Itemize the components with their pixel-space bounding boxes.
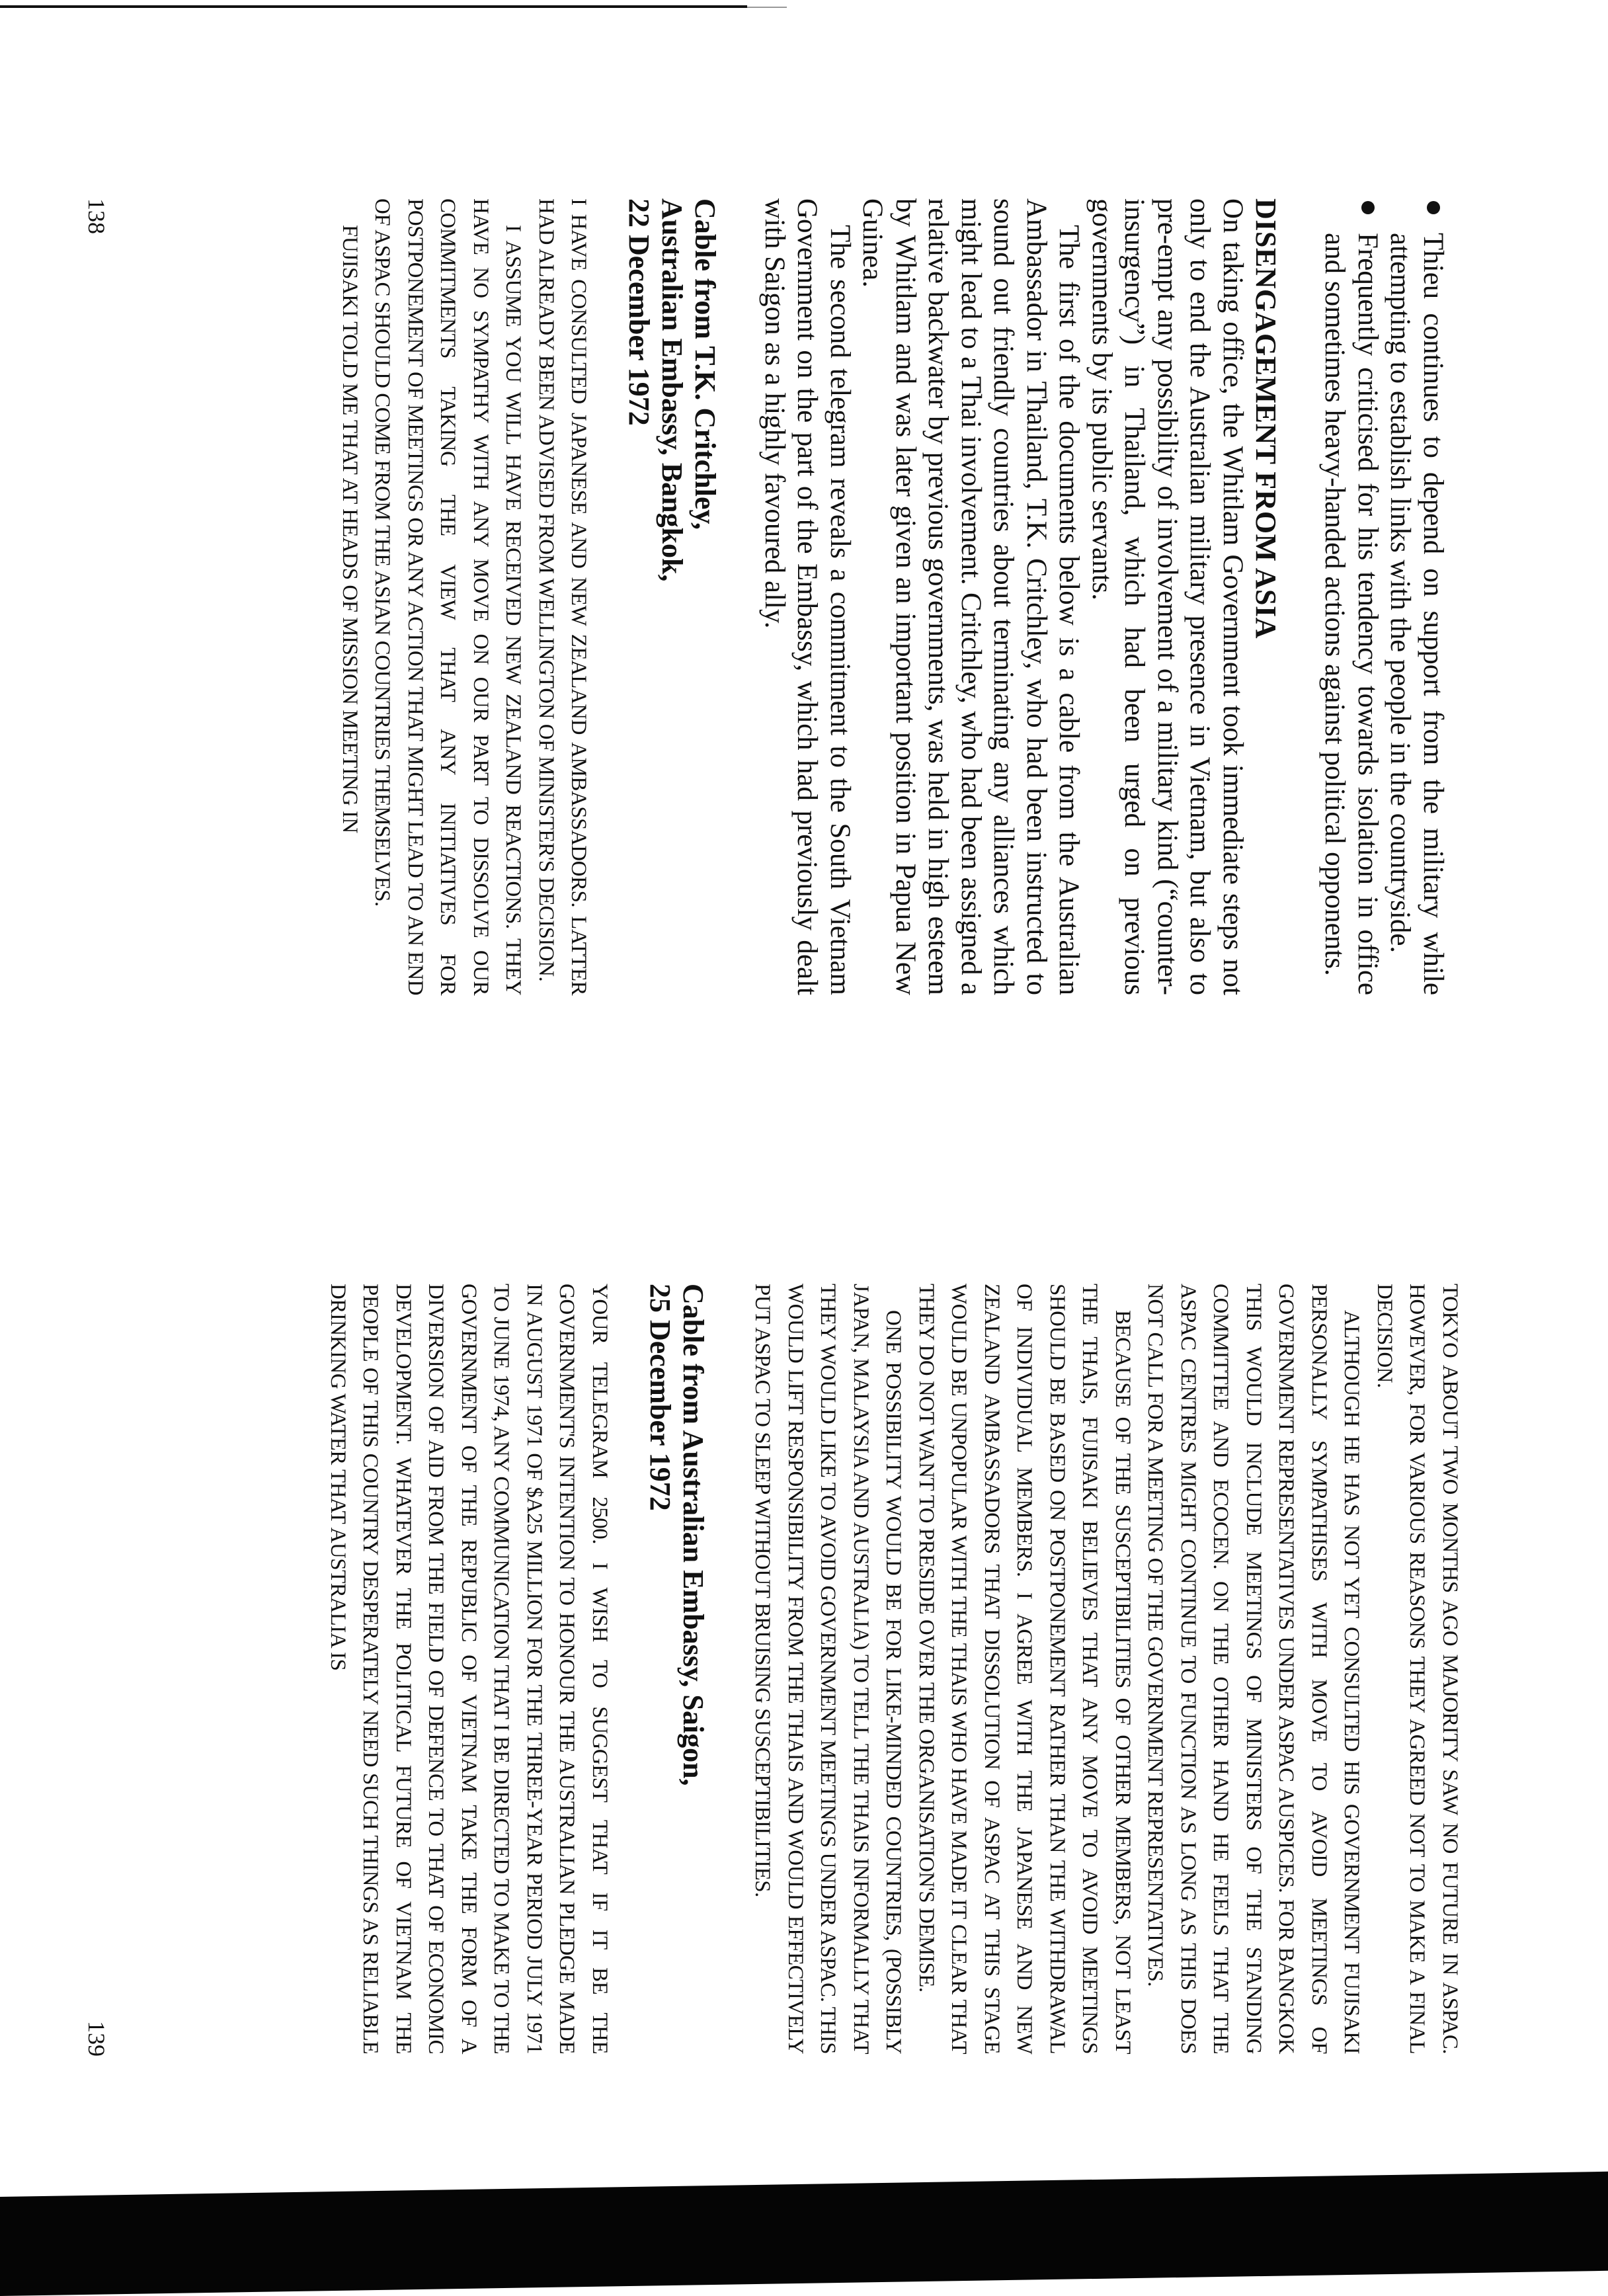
right-page-column [321,1284,1467,2054]
page-number: 139 [83,2021,110,2057]
bullet-item: Thieu continues to depend on support from the military while attempting to establish links with the people in the countryside. [1384,198,1449,995]
cable-paragraph: ONE POSSIBILITY WOULD BE FOR LIKE-MINDED COUNTRIES, (POSSIBLY JAPAN, MALAYSIA AND AUSTRALIA) TO TELL THE THAIS INFORMALLY THAT THEY WOULD LIKE TO AVOID GOVERNMENT MEETINGS UNDER ASPAC. THIS WOULD LIFT RESPONSIBILITY FROM THE THAIS AND WOULD EFFECTIVELY PUT ASPAC TO SLEEP WITHOUT BRUISING SUSCEPTIBILITIES. [750,1284,906,2054]
bullet-icon [1361,201,1375,214]
body-paragraph: On taking office, the Whitlam Government took immediate steps not only to end the Australian military presence in Vietnam, but also to pre-empt any possibility of involvement of a military kind (“counter-insurgency”) in Thailand, which had been urged on previous governments by its public servants. [1086,198,1248,995]
cable-paragraph: ALTHOUGH HE HAS NOT YET CONSULTED HIS GOVERNMENT FUJISAKI PERSONALLY SYMPATHISES WITH MOVE TO AVOID MEETINGS OF GOVERNMENT REPRESENTATIVES UNDER ASPAC AUSPICES. FOR BANGKOK THIS WOULD INCLUDE MEETINGS OF MINISTERS OF THE STANDING COMMITTEE AND ECOCEN. ON THE OTHER HAND HE FEELS THAT THE ASPAC CENTRES MIGHT CONTINUE TO FUNCTION AS LONG AS THIS DOES NOT CALL FOR A MEETING OF THE GOVERNMENT REPRESENTATIVES. [1143,1284,1364,2054]
page-139 [0,1148,1608,2296]
cable-heading-critchley: Cable from T.K. Critchley, Australian Embassy, Bangkok, 22 December 1972 [623,198,722,582]
cable-paragraph: BECAUSE OF THE SUSCEPTIBILITIES OF OTHER MEMBERS, NOT LEAST THE THAIS, FUJISAKI BELIEVES THAT ANY MOVE TO AVOID MEETINGS SHOULD BE BASED ON POSTPONEMENT RATHER THAN THE WITHDRAWAL OF INDIVIDUAL MEMBERS. I AGREE WITH THE JAPANESE AND NEW ZEALAND AMBASSADORS THAT DISSOLUTION OF ASPAC AT THIS STAGE WOULD BE UNPOPULAR WITH THE THAIS WHO HAVE MADE IT CLEAR THAT THEY DO NOT WANT TO PRESIDE OVER THE ORGANISATION'S DEMISE. [914,1284,1135,2054]
bullet-icon [1427,201,1440,214]
bullet-list [1318,198,1449,995]
body-paragraph: The second telegram reveals a commitment to the South Vietnam Government on the part of the Embassy, which had previously dealt with Saigon as a highly favoured ally. [759,198,856,995]
cable-paragraph: YOUR TELEGRAM 2500. I WISH TO SUGGEST THAT IF IT BE THE GOVERNMENT'S INTENTION TO HONOUR THE AUSTRALIAN PLEDGE MADE IN AUGUST 1971 OF $A25 MILLION FOR THE THREE-YEAR PERIOD JULY 1971 TO JUNE 1974, ANY COMMUNICATION THAT I BE DIRECTED TO MAKE TO THE GOVERNMENT OF THE REPUBLIC OF VIETNAM TAKE THE FORM OF A DIVERSION OF AID FROM THE FIELD OF DEFENCE TO THAT OF ECONOMIC DEVELOPMENT. WHATEVER THE POLITICAL FUTURE OF VIETNAM THE PEOPLE OF THIS COUNTRY DESPERATELY NEED SUCH THINGS AS RELIABLE DRINKING WATER THAT AUSTRALIA IS [326,1284,612,2054]
cable-paragraph: FUJISAKI TOLD ME THAT AT HEADS OF MISSION MEETING IN [338,225,362,833]
cable-heading-saigon: Cable from Australian Embassy, Saigon, 25 December 1972 [644,1284,709,1786]
page-number: 138 [83,198,110,234]
cable-paragraph: TOKYO ABOUT TWO MONTHS AGO MAJORITY SAW NO FUTURE IN ASPAC. HOWEVER, FOR VARIOUS REASONS THEY AGREED NOT TO MAKE A FINAL DECISION. [1373,1284,1462,2054]
cable-paragraph: I ASSUME YOU WILL HAVE RECEIVED NEW ZEALAND REACTIONS. THEY HAVE NO SYMPATHY WITH ANY MOVE ON OUR PART TO DISSOLVE OUR COMMITMENTS TAKING THE VIEW THAT ANY INITIATIVES FOR POSTPONEMENT OF MEETINGS OR ANY ACTION THAT MIGHT LEAD TO AN END OF ASPAC SHOULD COME FROM THE ASIAN COUNTRIES THEMSELVES. [370,198,526,995]
bullet-item: Frequently criticised for his tendency towards isolation in office and sometimes heavy-handed actions against political opponents. [1318,198,1384,995]
body-paragraph: The first of the documents below is a cable from the Australian Ambassador in Thailand, T.K. Critchley, who had been instructed to sound out friendly countries about terminating any alliances which might lead to a Thai involvement. Critchley, who had been assigned a relative backwater by previous governments, was held in high esteem by Whitlam and was later given an important position in Papua New Guinea. [857,198,1085,995]
section-heading: DISENGAGEMENT FROM ASIA [1250,198,1282,639]
cable-paragraph: I HAVE CONSULTED JAPANESE AND NEW ZEALAND AMBASSADORS. LATTER HAD ALREADY BEEN ADVISED FROM WELLINGTON OF MINISTER'S DECISION. [534,198,591,995]
left-page-column [333,198,1450,995]
